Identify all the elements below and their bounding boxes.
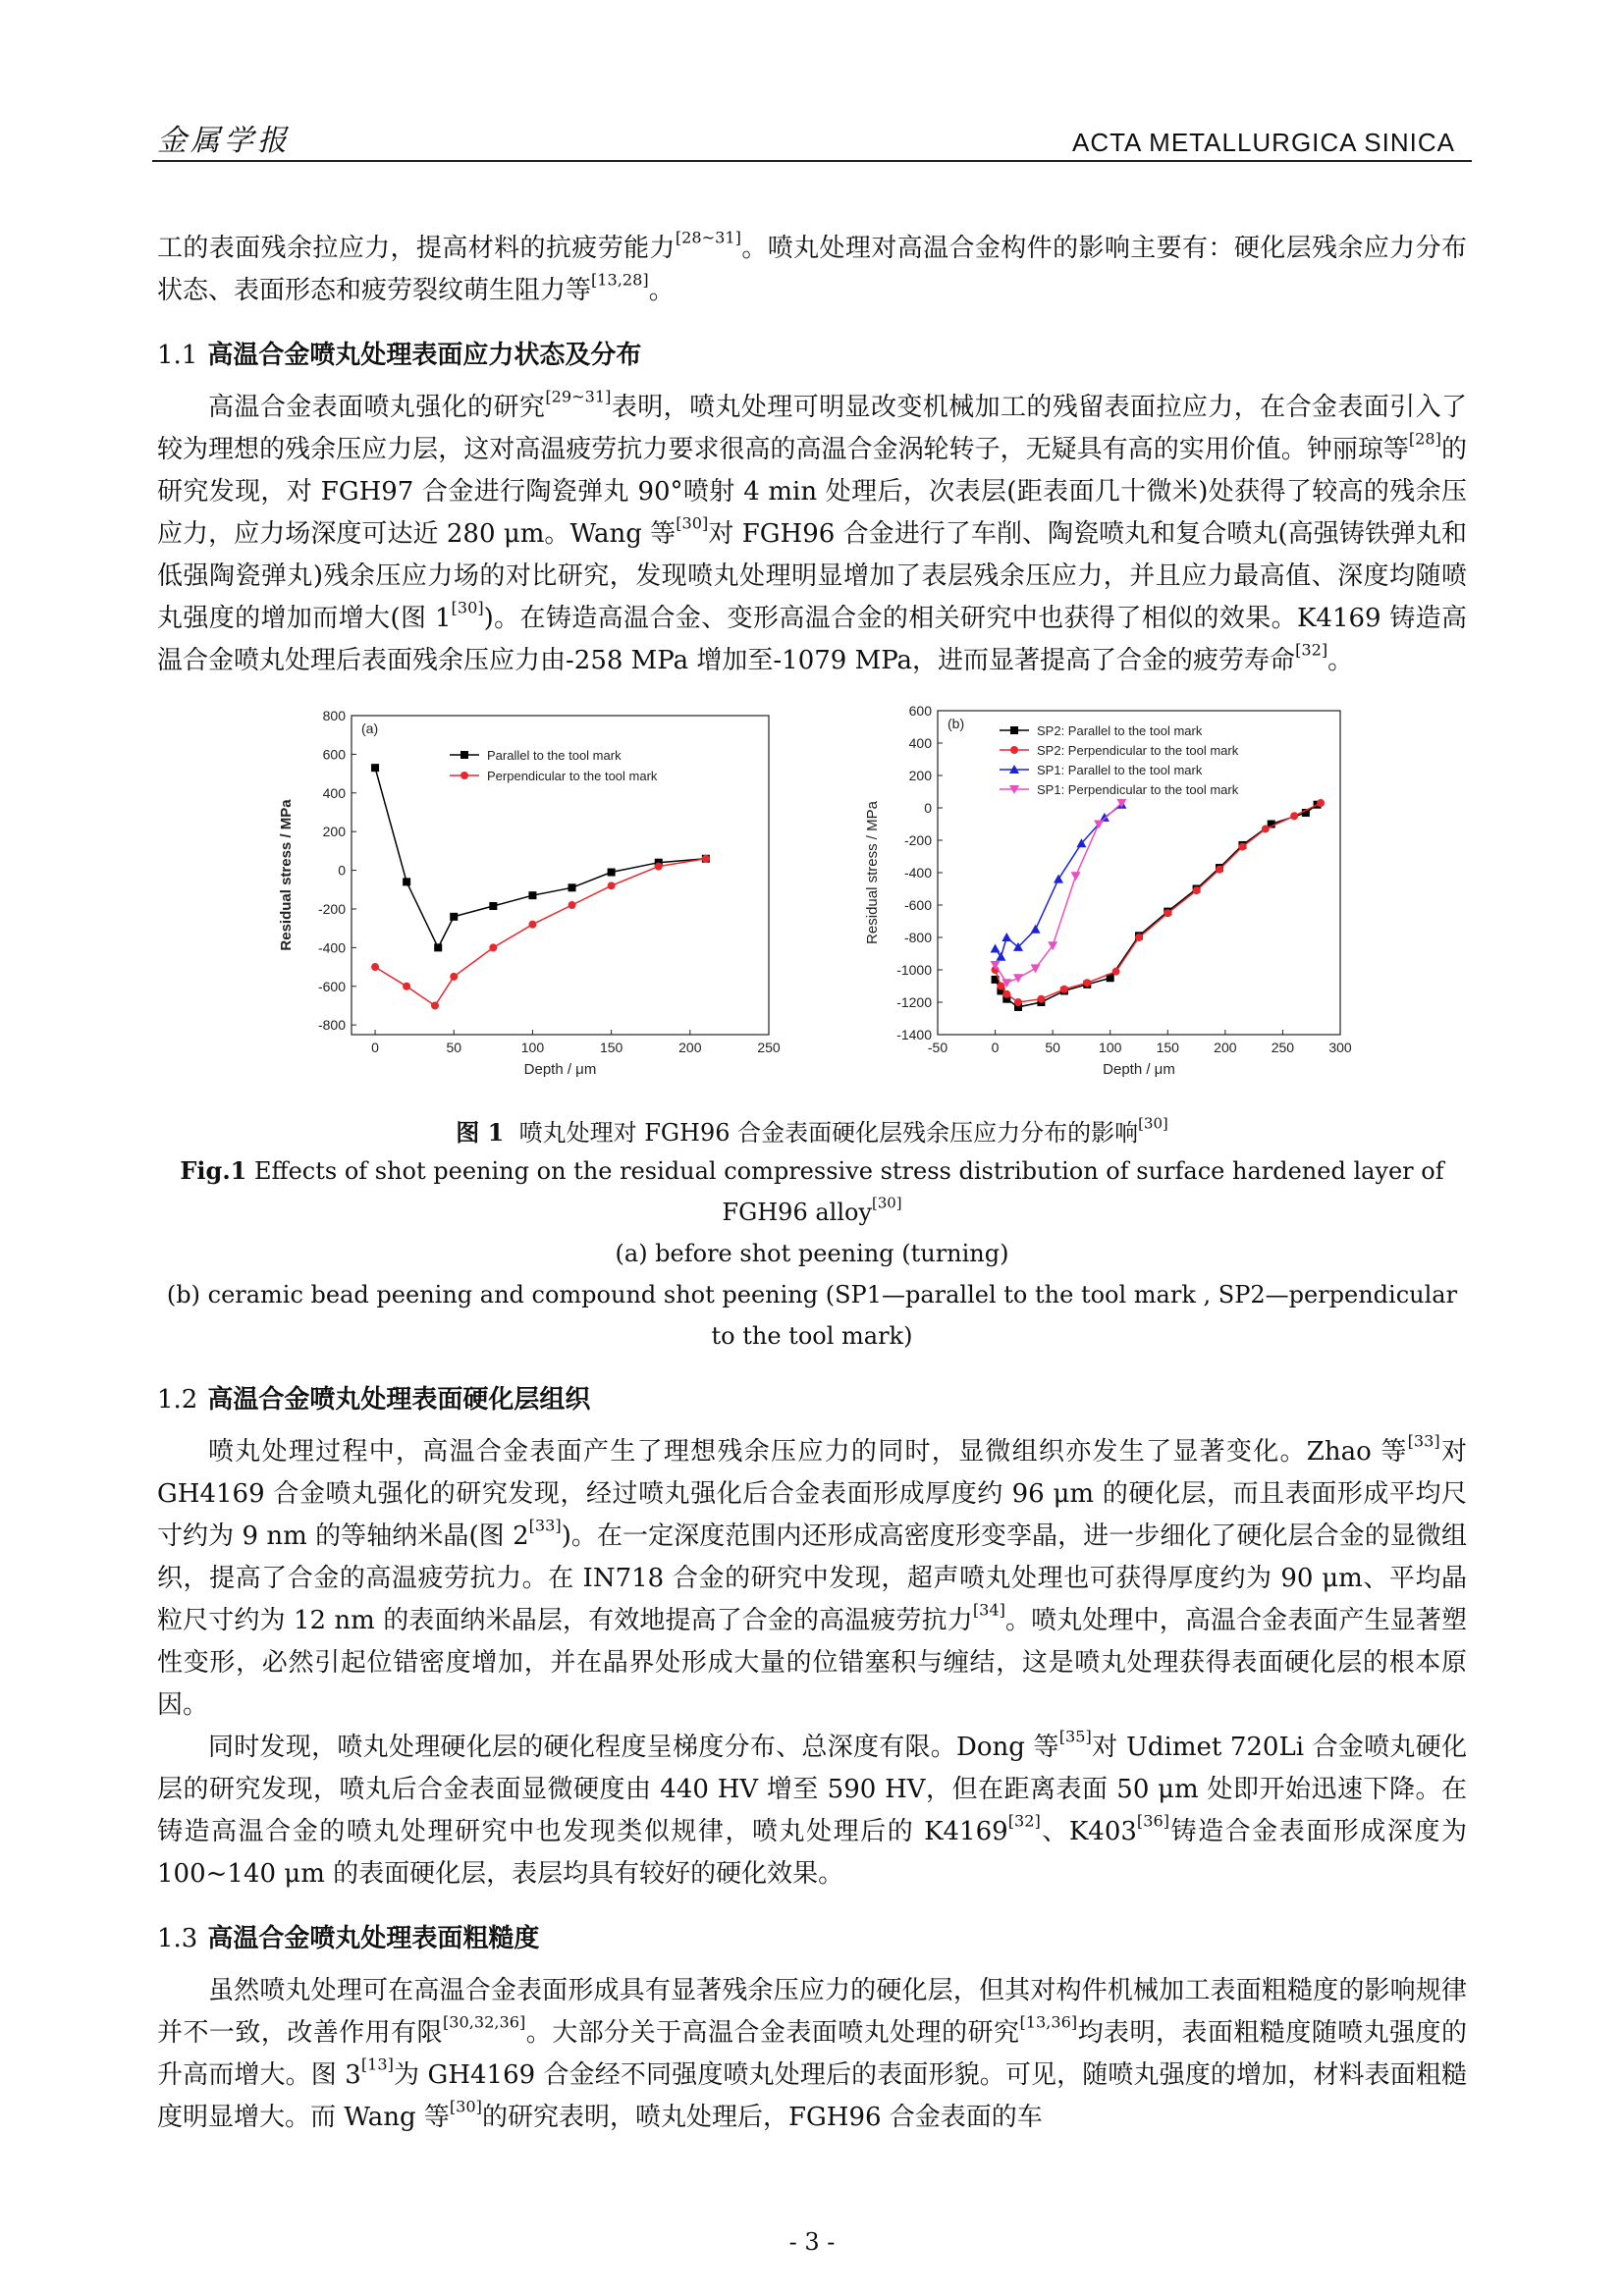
x-tick-label: 300: [1328, 1040, 1352, 1055]
x-tick-label: 200: [678, 1040, 702, 1055]
y-tick-label: -400: [317, 939, 346, 956]
section-1-1-paragraph: 高温合金表面喷丸强化的研究[29~31]表明，喷丸处理可明显改变机械加工的残留表面拉应力，在合金表面引入了较为理想的残余压应力层，这对高温疲劳抗力要求很高的高温合金涡轮转子，无疑具有高的实用价值。钟丽琼等[28]的研究发现，对 FGH97 合金进行陶瓷弹丸 90°喷射 4 min 处理后，次表层(距表面几十微米)处获得了较高的残余压应力，应力场深度可达近 280 μm。Wang 等[30]对 FGH96 合金进行了车削、陶瓷喷丸和复合喷丸(高强铸铁弹丸和低强陶瓷弹丸)残余压应力场的对比研究，发现喷丸处理明显增加了表层残余压应力，并且应力最高值、深度均随喷丸强度的增加而增大(图 1[30])。在铸造高温合金、变形高温合金的相关研究中也获得了相似的效果。K4169 铸造高温合金喷丸处理后表面残余压应力由-258 MPa 增加至-1079 MPa，进而显著提高了合金的疲劳寿命[32]。: [157, 387, 1467, 675]
y-tick-label: 400: [322, 784, 346, 801]
figure-1a-chart: [244, 706, 901, 1103]
y-tick-label: -1000: [896, 962, 932, 978]
series-line: [996, 803, 1122, 983]
x-tick-label: 0: [371, 1040, 379, 1055]
series-line: [996, 805, 1318, 1007]
data-point: [1071, 872, 1081, 881]
citation: [13,36]: [1019, 2012, 1078, 2032]
data-point: [371, 963, 379, 971]
panel-label: (a): [361, 721, 379, 736]
data-point: [997, 983, 1004, 990]
x-tick-label: 0: [991, 1040, 1000, 1055]
data-point: [489, 902, 497, 910]
figure-1-caption-cn: 图 1 喷丸处理对 FGH96 合金表面硬化层残余压应力分布的影响[30]: [456, 1114, 1168, 1147]
y-tick-label: 600: [908, 706, 932, 719]
legend-label: SP2: Parallel to the tool mark: [1037, 723, 1203, 738]
x-tick-label: 150: [1156, 1040, 1179, 1055]
data-point: [1010, 726, 1018, 734]
section-1-2-paragraph-2: 同时发现，喷丸处理硬化层的硬化程度呈梯度分布、总深度有限。Dong 等[35]对 Udimet 720Li 合金喷丸硬化层的研究发现，喷丸后合金表面显微硬度由 440 HV 增至 590 HV，但在距离表面 50 μm 处即开始迅速下降。在铸造高温合金的喷丸处理研究中也发现类似规律，喷丸处理后的 K4169[32]、K403[36]铸造合金表面形成深度为 100~140 μm 的表面硬化层，表层均具有较好的硬化效果。: [157, 1727, 1467, 1889]
y-tick-label: 400: [908, 735, 932, 751]
citation: [32]: [1007, 1811, 1041, 1831]
x-tick-label: 250: [1271, 1040, 1295, 1055]
citation: [30]: [676, 513, 709, 533]
figure-1: [157, 706, 1467, 1103]
legend-label: SP1: Parallel to the tool mark: [1037, 763, 1203, 777]
data-point: [1290, 812, 1298, 820]
data-point: [702, 855, 710, 863]
data-point: [460, 751, 468, 759]
data-point: [1238, 843, 1246, 851]
journal-logo: 金属学报: [157, 124, 291, 158]
y-tick-label: 600: [322, 746, 346, 763]
citation: [13]: [360, 2055, 394, 2074]
x-axis-label: Depth / μm: [1103, 1061, 1175, 1078]
data-point: [1060, 986, 1068, 993]
y-tick-label: 0: [924, 800, 932, 816]
panel-label: (b): [947, 716, 965, 731]
y-tick-label: -400: [903, 865, 932, 881]
x-axis-label: Depth / μm: [523, 1061, 597, 1078]
citation: [30]: [449, 2097, 482, 2116]
data-point: [1037, 995, 1045, 1003]
y-tick-label: 0: [338, 862, 346, 879]
figure-1-subcaption-a: (a) before shot peening (turning): [615, 1240, 1009, 1267]
data-point: [608, 869, 616, 877]
data-point: [1054, 875, 1063, 883]
y-tick-label: 200: [908, 768, 932, 783]
data-point: [1262, 825, 1270, 832]
citation: [30]: [451, 598, 484, 617]
data-point: [1002, 990, 1010, 998]
section-heading-1-2: 1.2 高温合金喷丸处理表面硬化层组织: [157, 1385, 591, 1415]
x-tick-label: 250: [757, 1040, 781, 1055]
data-point: [568, 883, 576, 891]
y-axis-label: Residual stress / MPa: [278, 799, 295, 951]
citation: [32]: [1295, 640, 1328, 660]
citation: [30,32,36]: [443, 2012, 526, 2032]
legend-label: Perpendicular to the tool mark: [487, 769, 658, 783]
data-point: [1193, 886, 1201, 894]
x-tick-label: 50: [1045, 1040, 1060, 1055]
y-tick-label: -800: [903, 930, 932, 945]
data-point: [1031, 925, 1041, 934]
data-point: [1010, 746, 1018, 754]
citation: [13,28]: [591, 270, 649, 290]
data-point: [568, 901, 576, 909]
citation: [35]: [1058, 1727, 1092, 1746]
figure-1-subcaption-b: (b) ceramic bead peening and compound shot peening (SP1—parallel to the tool mark , SP2—perpendicular to the tool mark): [166, 1281, 1458, 1350]
intro-paragraph: 工的表面残余拉应力，提高材料的抗疲劳能力[28~31]。喷丸处理对高温合金构件的影响主要有：硬化层残余应力分布状态、表面形态和疲劳裂纹萌生阻力等[13,28]。: [157, 228, 1467, 305]
page-number: - 3 -: [788, 2228, 836, 2256]
y-tick-label: -200: [317, 900, 346, 917]
data-point: [431, 1001, 439, 1009]
data-point: [1031, 964, 1041, 973]
y-tick-label: -1400: [896, 1027, 932, 1042]
journal-name: ACTA METALLURGICA SINICA: [1071, 128, 1455, 157]
legend-label: SP2: Perpendicular to the tool mark: [1037, 743, 1239, 758]
citation: [33]: [1407, 1431, 1440, 1451]
data-point: [403, 983, 410, 990]
legend-label: SP1: Perpendicular to the tool mark: [1037, 782, 1239, 797]
citation: [29~31]: [545, 387, 612, 406]
header-divider: [152, 160, 1472, 162]
section-heading-1-3: 1.3 高温合金喷丸处理表面粗糙度: [157, 1924, 540, 1953]
data-point: [528, 891, 536, 899]
y-tick-label: -600: [317, 978, 346, 994]
data-point: [991, 944, 1001, 953]
plot-frame: [352, 716, 769, 1035]
data-point: [1135, 934, 1143, 941]
data-point: [450, 973, 458, 981]
x-tick-label: 200: [1214, 1040, 1237, 1055]
figure-1-caption-en: Fig.1 Effects of shot peening on the residual compressive stress distribution of surface hardened layer of FGH96 alloy[30]: [180, 1156, 1444, 1226]
data-point: [1083, 979, 1091, 987]
x-tick-label: 150: [599, 1040, 623, 1055]
series-line: [996, 803, 1322, 1002]
data-point: [434, 943, 442, 951]
data-point: [1112, 968, 1120, 976]
data-point: [1014, 998, 1022, 1006]
x-tick-label: 50: [446, 1040, 462, 1055]
citation: [28~31]: [675, 228, 741, 247]
y-tick-label: -600: [903, 897, 932, 913]
figure-1b-chart: [844, 706, 1473, 1103]
section-1-2-paragraph-1: 喷丸处理过程中，高温合金表面产生了理想残余压应力的同时，显微组织亦发生了显著变化。Zhao 等[33]对 GH4169 合金喷丸强化的研究发现，经过喷丸强化后合金表面形成厚度约 96 μm 的硬化层，而且表面形成平均尺寸约为 9 nm 的等轴纳米晶(图 2[33])。在一定深度范围内还形成高密度形变孪晶，进一步细化了硬化层合金的显微组织，提高了合金的高温疲劳抗力。在 IN718 合金的研究中发现，超声喷丸处理也可获得厚度约为 90 μm、平均晶粒尺寸约为 12 nm 的表面纳米晶层，有效地提高了合金的高温疲劳抗力[34]。喷丸处理中，高温合金表面产生显著塑性变形，必然引起位错密度增加，并在晶界处形成大量的位错塞积与缠结，这是喷丸处理获得表面硬化层的根本原因。: [157, 1431, 1467, 1720]
x-tick-label: 100: [520, 1040, 545, 1055]
data-point: [996, 952, 1005, 961]
data-point: [371, 764, 379, 772]
legend-label: Parallel to the tool mark: [487, 748, 622, 763]
y-tick-label: 800: [322, 708, 346, 723]
y-tick-label: -1200: [896, 994, 932, 1010]
x-tick-label: -50: [927, 1040, 948, 1055]
data-point: [1013, 974, 1023, 983]
data-point: [403, 878, 410, 885]
data-point: [608, 881, 616, 889]
data-point: [460, 772, 468, 779]
citation: [28]: [1408, 429, 1441, 449]
y-tick-label: -200: [903, 832, 932, 848]
series-line: [375, 859, 706, 1006]
citation: [33]: [528, 1516, 562, 1535]
y-tick-label: 200: [322, 824, 346, 840]
y-axis-label: Residual stress / MPa: [864, 801, 881, 944]
citation: [36]: [1136, 1811, 1169, 1831]
section-heading-1-1: 1.1 高温合金喷丸处理表面应力状态及分布: [157, 341, 642, 370]
data-point: [1317, 799, 1325, 807]
data-point: [655, 863, 663, 871]
article-body: [157, 228, 1467, 2139]
data-point: [1216, 866, 1223, 874]
data-point: [1164, 909, 1171, 917]
citation: [34]: [972, 1600, 1005, 1620]
data-point: [450, 913, 458, 921]
data-point: [1001, 933, 1011, 941]
data-point: [489, 943, 497, 951]
x-tick-label: 100: [1099, 1040, 1122, 1055]
y-tick-label: -800: [317, 1017, 346, 1034]
section-1-3-paragraph: 虽然喷丸处理可在高温合金表面形成具有显著残余压应力的硬化层，但其对构件机械加工表面粗糙度的影响规律并不一致，改善作用有限[30,32,36]。大部分关于高温合金表面喷丸处理的研究[13,36]均表明，表面粗糙度随喷丸强度的升高而增大。图 3[13]为 GH4169 合金经不同强度喷丸处理后的表面形貌。可见，随喷丸强度的增加，材料表面粗糙度明显增大。而 Wang 等[30]的研究表明，喷丸处理后，FGH96 合金表面的车: [157, 1976, 1467, 2132]
data-point: [528, 921, 536, 929]
